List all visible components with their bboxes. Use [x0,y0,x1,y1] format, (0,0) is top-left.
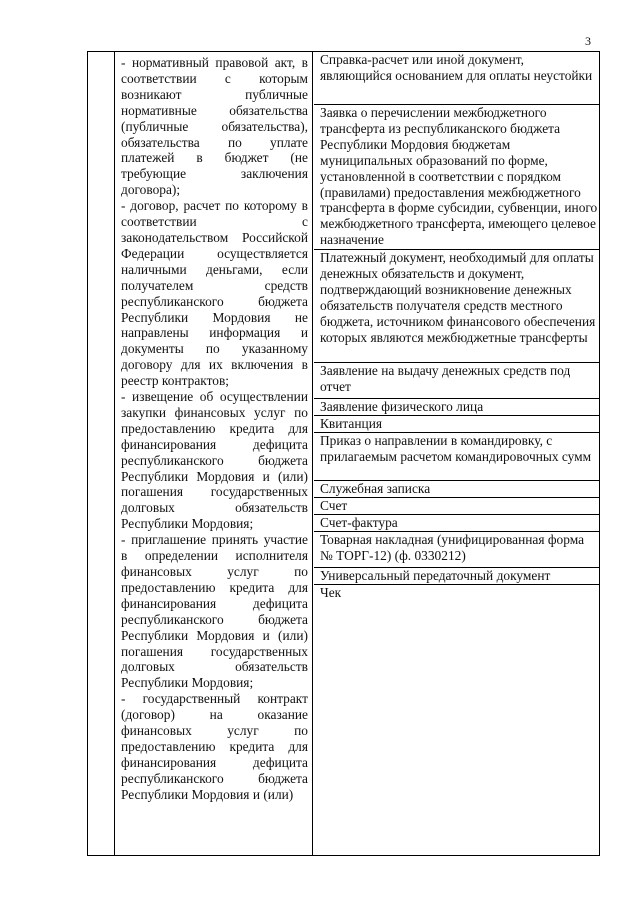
document-row: Приказ о направлении в командировку, с прилагаемым расчетом командировочных сумм [314,433,599,481]
document-row: Товарная накладная (унифицированная форма № ТОРГ-12) (ф. 0330212) [314,532,599,568]
document-row: Платежный документ, необходимый для оплаты денежных обязательств и документ, подтверждающий возникновение денежных обязательств получателя средств местного бюджета, источником финансового обеспечения которых являются межбюджетные трансферты [314,250,599,363]
table-bottom-border [87,855,600,856]
document-row: Универсальный передаточный документ [314,568,599,585]
document-row: Чек [320,585,342,600]
document-row: Заявление физического лица [314,399,599,416]
document-row: Счет [314,498,599,515]
document-row: Служебная записка [314,481,599,498]
document-row: Счет-фактура [314,515,599,532]
basis-documents-text: - нормативный правовой акт, в соответствии с которым возникают публичные нормативные обязательства (публичные обязательства), обязательства по уплате платежей в бюджет (не требующие заключения договора); - договор, расчет по которому в соответствии с законодательством Российской Федерации осуществляется наличными деньгами, если получателем средств республиканского бюджета Республики Мордовия не направлены информация и документы по указанному договору для их включения в реестр контрактов; - извещение об осуществлении закупки финансовых услуг по предоставлению кредита для финансирования дефицита республиканского бюджета Республики Мордовия и (или) погашения государственных долговых обязательств Республики Мордовия; - приглашение принять участие в определении исполнителя финансовых услуг по предоставлению кредита для финансирования дефицита республиканского бюджета Республики Мордовия и (или) погашения государственных долговых обязательств Республики Мордовия; - государственный контракт (договор) на оказание финансовых услуг по предоставлению кредита для финансирования дефицита республиканского бюджета Республики Мордовия и (или) [121,55,308,802]
document-row: Справка-расчет или иной документ, являющийся основанием для оплаты неустойки [314,52,599,105]
page-number: 3 [585,34,591,48]
document-row: Заявка о перечислении межбюджетного трансферта из республиканского бюджета Республики Мордовия бюджетам муниципальных образований по форме, установленной в соответствии с порядком (правилами) предоставления межбюджетного трансферта в форме субсидии, субвенции, иного межбюджетного трансферта, имеющего целевое назначение [314,105,599,250]
document-row: Квитанция [314,416,599,433]
table-column-number [87,51,115,855]
document-row: Заявление на выдачу денежных средств под отчет [314,363,599,399]
